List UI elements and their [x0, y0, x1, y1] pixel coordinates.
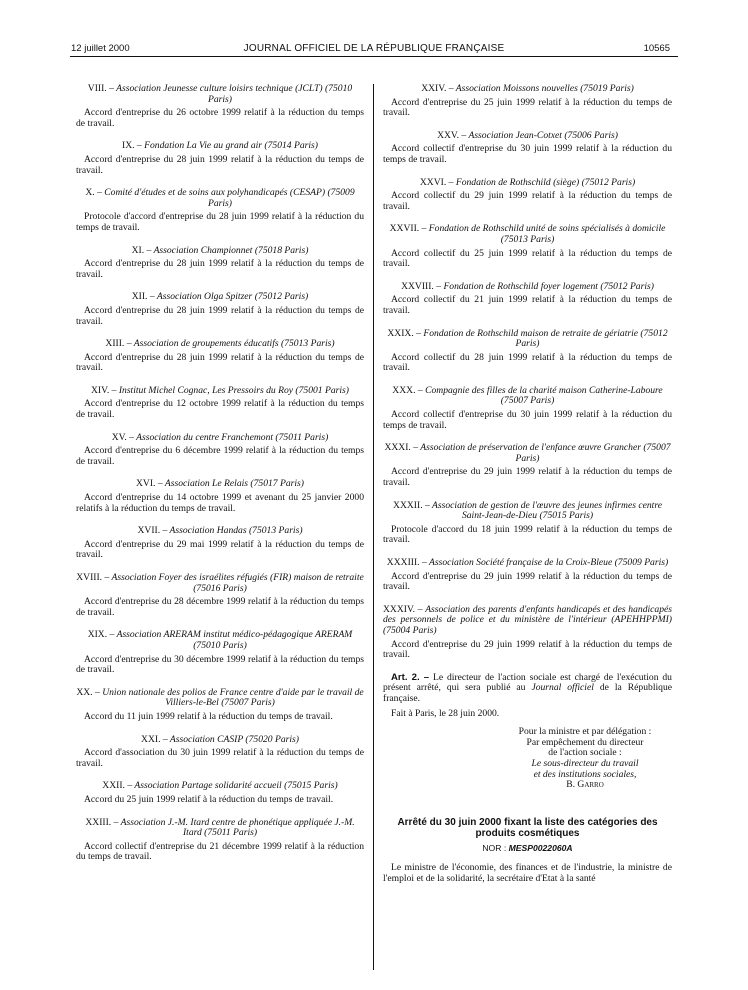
entry-body: Accord d'entreprise du 25 juin 1999 relatif à la réduction du temps de travail.	[383, 96, 672, 119]
entry-number: XXV. –	[437, 129, 467, 141]
entry	[383, 178, 672, 213]
entry	[76, 630, 364, 675]
entry-title	[76, 479, 364, 490]
entry-number: XXIII. –	[85, 816, 119, 828]
entry-body: Protocole d'accord d'entreprise du 28 juin 1999 relatif à la réduction du temps de travail.	[76, 211, 364, 233]
entry-title	[76, 735, 364, 746]
entry-body: Accord d'entreprise du 28 juin 1999 relatif à la réduction du temps de travail.	[76, 351, 364, 374]
entry-organization: Association Olga Spitzer (75012 Paris)	[156, 291, 309, 303]
entry-number: XXVI. –	[419, 176, 454, 188]
entry-organization: Association Foyer des israélites réfugiés (FIR) maison de retraite (75016 Paris)	[111, 572, 364, 594]
entry	[76, 84, 364, 129]
signature-block	[498, 727, 672, 791]
entry-number: XVIII. –	[76, 572, 110, 583]
entry-organization: Association de groupements éducatifs (75013 Paris)	[133, 338, 335, 350]
entry-organization: Association Jeunesse culture loisirs technique (JCLT) (75010 Paris)	[116, 83, 353, 105]
signature-line-1: Pour la ministre et par délégation :	[518, 726, 652, 738]
entry-body: Accord d'entreprise du 28 juin 1999 relatif à la réduction du temps de travail.	[76, 258, 364, 280]
entry-organization: Association du centre Franchemont (75011 Paris)	[136, 431, 329, 443]
decree-title: Arrêté du 30 juin 2000 fixant la liste des catégories des produits cosmétiques	[397, 816, 658, 839]
entry-title	[76, 84, 364, 105]
header-date: 12 juillet 2000	[71, 43, 130, 54]
entry	[383, 605, 672, 661]
entry-number: XI. –	[131, 244, 152, 256]
entry-title	[383, 178, 672, 189]
entry-organization: Association Le Relais (75017 Paris)	[164, 478, 304, 490]
decree-nor	[383, 843, 672, 854]
entry	[76, 433, 364, 468]
entry	[383, 443, 672, 488]
entry-title	[76, 292, 364, 303]
entry-title	[76, 188, 364, 209]
signature-line-4: Le sous-directeur du travail	[531, 757, 639, 769]
entry-body: Accord d'entreprise du 28 juin 1999 relatif à la réduction du temps de travail.	[76, 153, 364, 176]
entry-organization: Union nationale des polios de France centre d'aide par le travail de Villiers-le-Bel (75007 Paris)	[102, 686, 364, 709]
entry-number: XXIV. –	[421, 83, 454, 94]
signature-line-3: de l'action sociale :	[548, 747, 622, 759]
entry-organization: Association Partage solidarité accueil (75015 Paris)	[134, 780, 338, 792]
entry-body: Accord du 11 juin 1999 relatif à la réduction du temps de travail.	[84, 710, 333, 722]
entry	[76, 339, 364, 374]
entry	[76, 292, 364, 327]
entry	[383, 329, 672, 374]
entry-body: Accord collectif du 28 juin 1999 relatif à la réduction du temps de travail.	[383, 351, 672, 374]
entry-title	[76, 339, 364, 350]
entry-body: Accord d'entreprise du 30 décembre 1999 relatif à la réduction du temps de travail.	[76, 653, 364, 676]
entry-body: Accord d'entreprise du 28 décembre 1999 relatif à la réduction du temps de travail.	[76, 596, 364, 618]
entry	[76, 688, 364, 723]
entry	[383, 131, 672, 166]
entry-body: Accord collectif d'entreprise du 21 décembre 1999 relatif à la réduction du temps de travail.	[76, 840, 364, 863]
entry-number: XXVII. –	[389, 223, 427, 235]
entry-number: XII. –	[131, 291, 155, 303]
entry	[383, 558, 672, 593]
entry	[383, 224, 672, 269]
entry-number: XXIX. –	[387, 327, 421, 339]
done-at: Fait à Paris, le 28 juin 2000.	[391, 707, 500, 719]
entry-title	[383, 443, 672, 464]
entry-number: X. –	[85, 187, 102, 199]
entry	[76, 526, 364, 561]
right-entries	[383, 84, 672, 661]
entry-organization: Fondation de Rothschild maison de retraite de gériatrie (75012 Paris)	[423, 327, 668, 350]
article-2-text-before: Le directeur de l'action sociale est chargé de l'exécution du présent arrêté, qui sera publié au	[383, 671, 672, 694]
entry-organization: Association Moissons nouvelles (75019 Paris)	[455, 83, 634, 94]
entry-body: Accord collectif du 29 juin 1999 relatif à la réduction du temps de travail.	[383, 190, 672, 212]
entry-title	[76, 573, 364, 594]
entry-number: XXII. –	[102, 780, 133, 792]
entry-organization: Association Handas (75013 Paris)	[169, 525, 303, 537]
entry-organization: Fondation de Rothschild unité de soins spécialisés à domicile (75013 Paris)	[428, 223, 666, 245]
entry-title	[383, 282, 672, 293]
entry-organization: Institut Michel Cognac, Les Pressoirs du Roy (75001 Paris)	[118, 384, 349, 396]
entry-number: XXX. –	[392, 384, 423, 396]
entry-title	[383, 605, 672, 637]
entry	[383, 386, 672, 431]
entry-title	[383, 386, 672, 407]
article-2-label: Art. 2. –	[391, 671, 430, 683]
entry-title	[76, 818, 364, 839]
entry-body: Accord d'entreprise du 26 octobre 1999 relatif à la réduction du temps de travail.	[76, 107, 364, 129]
entry	[383, 282, 672, 317]
decree-intro: Le ministre de l'économie, des finances et de l'industrie, la ministre de l'emploi et de la solidarité, la secrétaire d'Etat à la santé	[383, 862, 672, 884]
entry-number: XXXIII. –	[386, 557, 427, 568]
entry-number: XXXII. –	[393, 499, 430, 511]
entry-number: XXVIII. –	[401, 280, 442, 292]
entry-number: XXXIV. –	[383, 603, 423, 615]
entry-body: Accord collectif du 25 juin 1999 relatif à la réduction du temps de travail.	[383, 247, 672, 270]
entry-organization: Fondation de Rothschild (siège) (75012 Paris)	[455, 176, 636, 188]
entry-organization: Association CASIP (75020 Paris)	[169, 733, 299, 745]
entry-number: IX. –	[122, 140, 142, 152]
article-2-journal: Journal officiel	[531, 682, 594, 694]
entry-title	[383, 224, 672, 245]
entry-body: Accord collectif du 21 juin 1999 relatif à la réduction du temps de travail.	[383, 294, 672, 316]
entry-body: Accord d'entreprise du 14 octobre 1999 et avenant du 25 janvier 2000 relatifs à la réduction du temps de travail.	[76, 492, 364, 514]
nor-code: MESP0022060A	[508, 842, 573, 853]
entry-organization: Association Championnet (75018 Paris)	[153, 244, 309, 256]
entry	[76, 141, 364, 176]
entry-number: XX. –	[76, 686, 100, 698]
entry	[76, 735, 364, 770]
entry-body: Accord collectif d'entreprise du 30 juin 1999 relatif à la réduction du temps de travail.	[383, 409, 672, 431]
entry-title	[383, 501, 672, 522]
entry	[383, 501, 672, 546]
entry-organization: Association de gestion de l'œuvre des jeunes infirmes centre Saint-Jean-de-Dieu (75015 Paris)	[432, 499, 662, 522]
entry-body: Accord collectif d'entreprise du 30 juin 1999 relatif à la réduction du temps de travail.	[383, 143, 672, 165]
entry-number: XVII. –	[137, 525, 168, 537]
entry-number: VIII. –	[87, 83, 114, 94]
entry-organization: Association des parents d'enfants handicapés et des handicapés des personnels de police et du ministère de l'intérieur (APEHHPPMI) (75004 Paris)	[383, 603, 672, 636]
entry-title	[76, 688, 364, 709]
entry-number: XXI. –	[141, 733, 168, 745]
entry-organization: Association J.-M. Itard centre de phonétique appliquée J.-M. Itard (75011 Paris)	[120, 816, 355, 839]
entry	[76, 246, 364, 281]
entry-body: Accord d'entreprise du 29 juin 1999 relatif à la réduction du temps de travail.	[383, 638, 672, 661]
entry-body: Accord d'entreprise du 28 juin 1999 relatif à la réduction du temps de travail.	[76, 304, 364, 327]
entry	[383, 84, 672, 119]
nor-label: NOR :	[482, 842, 507, 853]
entry-body: Accord d'association du 30 juin 1999 relatif à la réduction du temps de travail.	[76, 747, 364, 769]
entry-body: Accord d'entreprise du 12 octobre 1999 relatif à la réduction du temps de travail.	[76, 398, 364, 421]
entry-organization: Fondation La Vie au grand air (75014 Paris)	[144, 140, 318, 152]
entry-body: Accord d'entreprise du 29 juin 1999 relatif à la réduction du temps de travail.	[383, 570, 672, 593]
entry-number: XIX. –	[87, 629, 115, 641]
entry-title	[383, 329, 672, 350]
entry-body: Accord d'entreprise du 29 mai 1999 relatif à la réduction du temps de travail.	[76, 538, 364, 561]
entry-organization: Association Société française de la Croix-Bleue (75009 Paris)	[429, 557, 669, 568]
entry-number: XV. –	[111, 431, 134, 443]
right-column	[383, 84, 672, 980]
entry-title	[76, 386, 364, 397]
entry-organization: Fondation de Rothschild foyer logement (75012 Paris)	[443, 280, 654, 292]
signature-name: B. Garro	[566, 779, 604, 791]
entry	[76, 781, 364, 805]
header-page-number: 10565	[643, 43, 670, 54]
entry-title	[76, 526, 364, 537]
entry-title	[76, 141, 364, 152]
page-header	[0, 0, 748, 52]
entry-organization: Comité d'études et de soins aux polyhandicapés (CESAP) (75009 Paris)	[104, 187, 355, 209]
signature-line-2: Par empêchement du directeur	[526, 736, 644, 748]
entry	[76, 188, 364, 233]
entry	[76, 818, 364, 863]
entry	[76, 479, 364, 514]
column-divider	[373, 84, 374, 970]
entry	[76, 573, 364, 618]
header-rule	[70, 56, 678, 57]
entry-organization: Association de préservation de l'enfance œuvre Grancher (75007 Paris)	[420, 442, 671, 464]
entry-organization: Association Jean-Cotxet (75006 Paris)	[468, 129, 618, 141]
entry-body: Accord d'entreprise du 6 décembre 1999 relatif à la réduction du temps de travail.	[76, 445, 364, 467]
entry-title	[383, 84, 672, 95]
entry-title	[383, 131, 672, 142]
entry-organization: Compagnie des filles de la charité maison Catherine-Laboure (75007 Paris)	[425, 384, 663, 407]
left-column	[76, 84, 364, 980]
entry-number: XIV. –	[91, 384, 117, 396]
article-2-text-after: de la République française.	[383, 682, 673, 704]
entry-body: Accord du 25 juin 1999 relatif à la réduction du temps de travail.	[84, 793, 334, 805]
entry	[76, 386, 364, 421]
entry-organization: Association ARERAM institut médico-pédagogique ARERAM (75010 Paris)	[116, 629, 353, 651]
header-title: JOURNAL OFFICIEL DE LA RÉPUBLIQUE FRANÇAISE	[243, 43, 505, 54]
entry-number: XXXI. –	[384, 442, 419, 454]
entry-title	[76, 433, 364, 444]
entry-number: XVI. –	[136, 478, 163, 490]
signature-line-5: et des institutions sociales,	[533, 768, 637, 780]
entry-body: Protocole d'accord du 18 juin 1999 relatif à la réduction du temps de travail.	[383, 523, 672, 546]
entry-body: Accord d'entreprise du 29 juin 1999 relatif à la réduction du temps de travail.	[383, 466, 672, 489]
entry-title	[76, 630, 364, 651]
entry-number: XIII. –	[105, 338, 132, 350]
entry-title	[76, 246, 364, 257]
entry-title	[76, 781, 364, 792]
entry-title	[383, 558, 672, 569]
article-2	[383, 673, 672, 705]
